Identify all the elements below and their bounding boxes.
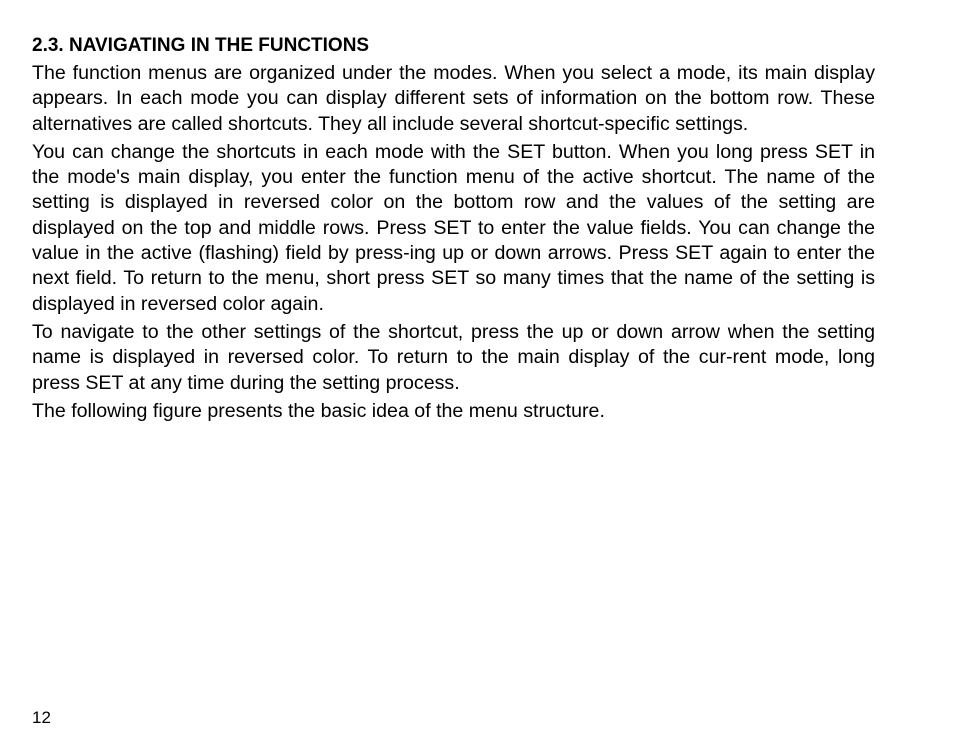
paragraph-shortcuts-intro: The function menus are organized under the modes. When you select a mode, its main display appears. In each mode you can display different sets of information on the bottom row. These alternatives are called shortcuts. They all include several shortcut-specific settings. [32, 62, 875, 135]
paragraph-navigating-settings: To navigate to the other settings of the shortcut, press the up or down arrow when the setting name is displayed in reversed color. To return to the main display of the cur-rent mode, long press SET at any time during the setting process. [32, 320, 875, 394]
paragraph-changing-shortcuts: You can change the shortcuts in each mode with the SET button. When you long press SET in the mode's main display, you enter the function menu of the active shortcut. The name of the setting is displayed in reversed color on the bottom row and the values of the setting are displayed on the top and middle rows. Press SET to enter the value fields. You can change the value in the active (flashing) field by press-ing up or down arrows. Press SET again to enter the next field. To return to the menu, short press SET so many times that the name of the setting is displayed in reversed color again. [32, 140, 875, 315]
page-number: 12 [32, 708, 51, 727]
page-content [32, 34, 875, 427]
paragraph-figure-reference: The following figure presents the basic idea of the menu structure. [32, 399, 605, 422]
section-heading: 2.3. NAVIGATING IN THE FUNCTIONS [32, 35, 370, 56]
